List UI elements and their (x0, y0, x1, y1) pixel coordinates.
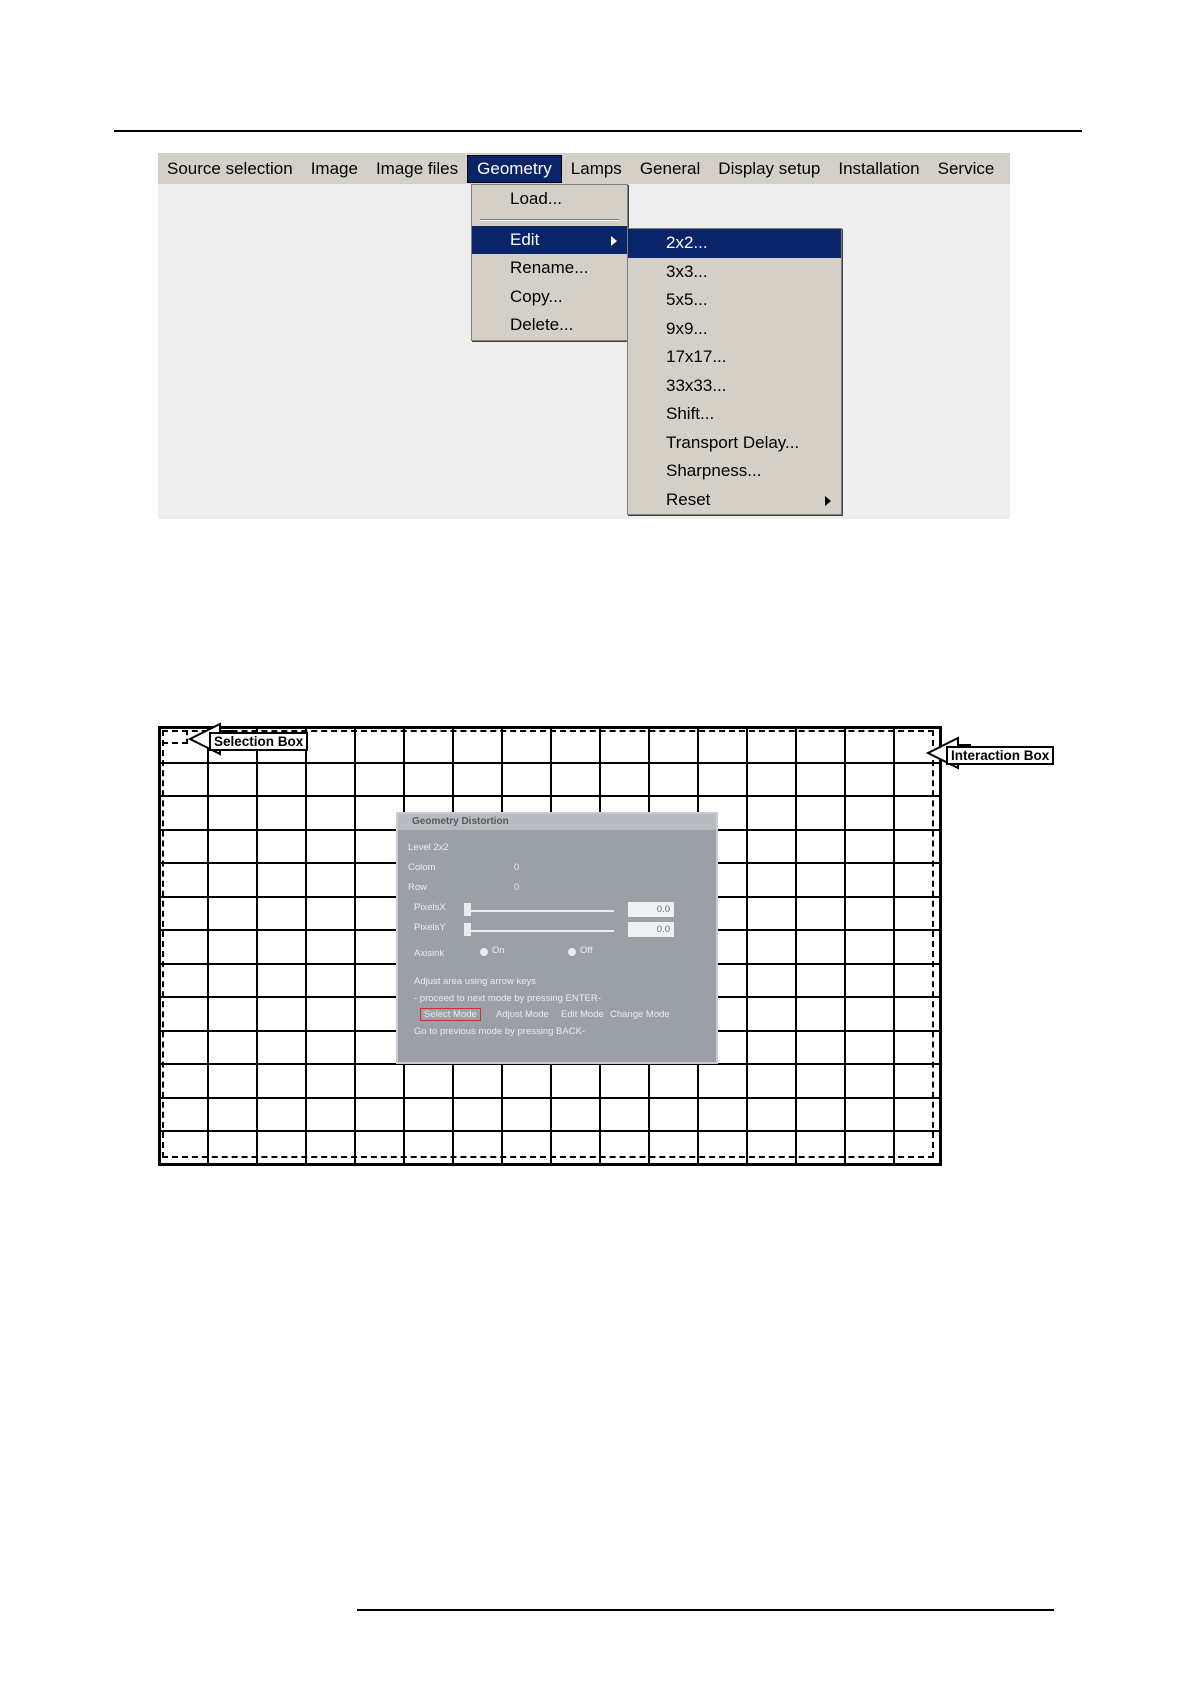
interaction-box-label: Interaction Box (946, 746, 1054, 765)
row-value: 0 (514, 882, 520, 893)
menu-item-load[interactable]: Load... (510, 189, 562, 208)
selection-box-label: Selection Box (209, 732, 308, 751)
menu-service[interactable]: Service (937, 158, 995, 178)
submenu-item-2x2[interactable]: 2x2... (628, 229, 841, 258)
footer-rule (357, 1609, 1054, 1611)
submenu-item-reset[interactable] (628, 486, 841, 515)
select-mode-button[interactable]: Select Mode (420, 1008, 481, 1021)
pixelsx-slider-knob[interactable] (464, 903, 471, 916)
menu-screenshot (158, 153, 1010, 519)
adjust-mode-button[interactable]: Adjust Mode (496, 1009, 549, 1020)
submenu-item-shift[interactable]: Shift... (666, 404, 715, 423)
menu-geometry[interactable]: Geometry (467, 155, 562, 183)
submenu-item-reset-label: Reset (666, 489, 711, 509)
menu-separator (472, 214, 627, 226)
submenu-item-transport-delay[interactable]: Transport Delay... (666, 432, 800, 452)
menu-bar (158, 153, 1010, 184)
submenu-arrow-icon (611, 236, 617, 246)
submenu-item-3x3[interactable]: 3x3... (666, 261, 708, 281)
submenu-arrow-icon (825, 496, 831, 506)
pixelsx-value[interactable]: 0.0 (628, 902, 674, 917)
menu-general[interactable]: General (639, 158, 701, 178)
selection-box-outline (162, 730, 188, 744)
radio-off-icon[interactable] (568, 948, 576, 956)
header-rule (114, 130, 1082, 132)
menu-item-edit[interactable] (472, 226, 627, 255)
help-enter: - proceed to next mode by pressing ENTER- (414, 993, 601, 1004)
dialog-title: Geometry Distortion (398, 814, 716, 830)
radio-on-icon[interactable] (480, 948, 488, 956)
row-label: Row (408, 882, 428, 893)
pixelsy-slider-track[interactable] (464, 930, 614, 932)
submenu-item-33x33[interactable]: 33x33... (666, 375, 727, 395)
help-arrow-keys: Adjust area using arrow keys (414, 976, 536, 987)
geometry-dropdown (471, 184, 628, 341)
colom-label: Colom (408, 862, 436, 873)
level-label: Level 2x2 (408, 842, 449, 853)
pixelsx-slider-track[interactable] (464, 910, 614, 912)
edit-submenu (627, 228, 842, 515)
menu-lamps[interactable]: Lamps (570, 158, 622, 178)
menu-image[interactable]: Image (310, 158, 358, 178)
menu-item-delete[interactable]: Delete... (510, 315, 574, 334)
colom-value: 0 (514, 862, 520, 873)
submenu-item-sharpness[interactable]: Sharpness... (666, 461, 762, 480)
menu-source-selection[interactable]: Source selection (167, 158, 293, 178)
menu-item-edit-label: Edit (510, 229, 540, 249)
submenu-item-5x5[interactable]: 5x5... (666, 290, 708, 309)
pixelsy-label: PixelsY (414, 922, 446, 933)
menu-display-setup[interactable]: Display setup (718, 158, 821, 178)
submenu-item-17x17[interactable]: 17x17... (666, 347, 727, 366)
off-label: Off (580, 945, 593, 956)
menu-installation[interactable]: Installation (838, 158, 920, 178)
geometry-distortion-dialog (396, 812, 718, 1064)
change-mode-button[interactable]: Change Mode (610, 1009, 670, 1020)
pixelsx-label: PixelsX (414, 902, 446, 913)
edit-mode-button[interactable]: Edit Mode (561, 1009, 604, 1020)
submenu-item-9x9[interactable]: 9x9... (666, 318, 708, 338)
menu-item-copy[interactable]: Copy... (510, 286, 563, 306)
axisink-label: Axisink (414, 948, 445, 959)
pixelsy-slider-knob[interactable] (464, 923, 471, 936)
pixelsy-value[interactable]: 0.0 (628, 922, 674, 937)
menu-image-files[interactable]: Image files (375, 158, 459, 178)
help-back: Go to previous mode by pressing BACK- (414, 1026, 586, 1037)
on-label: On (492, 945, 505, 956)
menu-item-rename[interactable]: Rename... (510, 258, 589, 277)
